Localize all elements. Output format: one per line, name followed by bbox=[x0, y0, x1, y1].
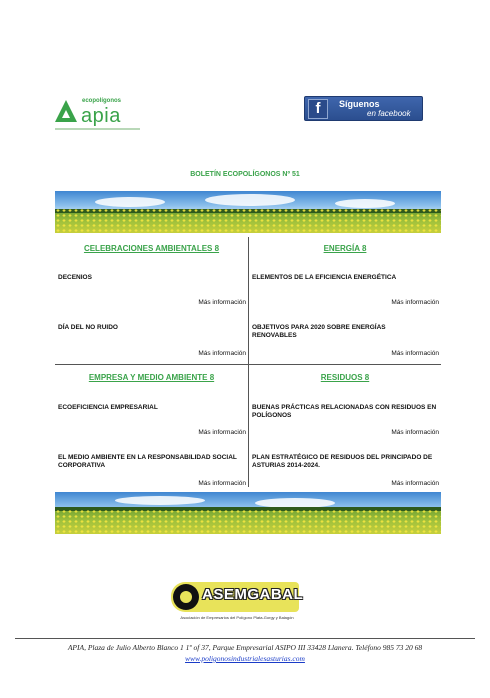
section-heading-residuos[interactable]: RESIDUOS 8 bbox=[320, 373, 370, 382]
section-heading-celebraciones[interactable]: CELEBRACIONES AMBIENTALES 8 bbox=[83, 244, 220, 253]
more-info-link[interactable]: Más información bbox=[391, 350, 439, 357]
more-info-link[interactable]: Más información bbox=[198, 350, 246, 357]
article-title-objetivos-2020[interactable]: OBJETIVOS PARA 2020 SOBRE ENERGÍAS RENOVABLES bbox=[252, 324, 386, 339]
asemgabal-name: ASEMGABAL bbox=[202, 586, 304, 603]
apia-logo-text: apia bbox=[81, 105, 121, 127]
footer-divider bbox=[15, 638, 475, 639]
apia-logo-small-text: ecopolígonos bbox=[82, 98, 121, 104]
bulletin-title: BOLETÍN ECOPOLÍGONOS Nº 51 bbox=[190, 171, 300, 178]
more-info-link[interactable]: Más información bbox=[198, 480, 246, 487]
top-banner-image bbox=[55, 191, 441, 233]
row-divider bbox=[55, 364, 441, 365]
section-heading-empresa[interactable]: EMPRESA Y MEDIO AMBIENTE 8 bbox=[88, 373, 215, 382]
footer-website-link[interactable]: www.poligonosindustrialesasturias.com bbox=[185, 654, 305, 663]
article-title-eficiencia-energetica[interactable]: ELEMENTOS DE LA EFICIENCIA ENERGÉTICA bbox=[252, 274, 397, 281]
article-title-dia-no-ruido[interactable]: DÍA DEL NO RUIDO bbox=[58, 324, 118, 331]
more-info-link[interactable]: Más información bbox=[391, 480, 439, 487]
facebook-label-line1: Síguenos bbox=[339, 99, 380, 109]
article-title-buenas-practicas[interactable]: BUENAS PRÁCTICAS RELACIONADAS CON RESIDUOS EN POLÍGONOS bbox=[252, 404, 437, 419]
article-title-decenios[interactable]: DECENIOS bbox=[58, 274, 92, 281]
apia-logo bbox=[55, 98, 140, 136]
article-title-rsc[interactable]: EL MEDIO AMBIENTE EN LA RESPONSABILIDAD SOCIAL CORPORATIVA bbox=[58, 454, 237, 469]
more-info-link[interactable]: Más información bbox=[391, 299, 439, 306]
apia-logo-tagline bbox=[55, 128, 140, 130]
article-title-ecoeficiencia[interactable]: ECOEFICIENCIA EMPRESARIAL bbox=[58, 404, 158, 411]
facebook-label-line2: en facebook bbox=[367, 109, 411, 118]
footer-address: APIA, Plaza de Julio Alberto Blanco 1 1º of 37, Parque Empresarial ASIPO III 33428 Llanera. Teléfono 985 73 20 68 bbox=[67, 643, 423, 652]
facebook-icon: f bbox=[308, 99, 328, 119]
bottom-banner-image bbox=[55, 492, 441, 534]
triskelion-icon bbox=[173, 584, 199, 610]
section-heading-energia[interactable]: ENERGÍA 8 bbox=[323, 244, 367, 253]
more-info-link[interactable]: Más información bbox=[198, 299, 246, 306]
column-divider bbox=[248, 237, 249, 487]
apia-triangle-icon bbox=[55, 100, 77, 122]
asemgabal-subtitle: Asociación de Empresarios del Polígono Plata-Gorgy y Balagón bbox=[180, 615, 294, 620]
more-info-link[interactable]: Más información bbox=[391, 429, 439, 436]
asemgabal-logo bbox=[171, 582, 303, 624]
facebook-follow-button[interactable] bbox=[304, 96, 423, 121]
more-info-link[interactable]: Más información bbox=[198, 429, 246, 436]
article-title-plan-estrategico[interactable]: PLAN ESTRATÉGICO DE RESIDUOS DEL PRINCIPADO DE ASTURIAS 2014-2024. bbox=[252, 454, 433, 469]
